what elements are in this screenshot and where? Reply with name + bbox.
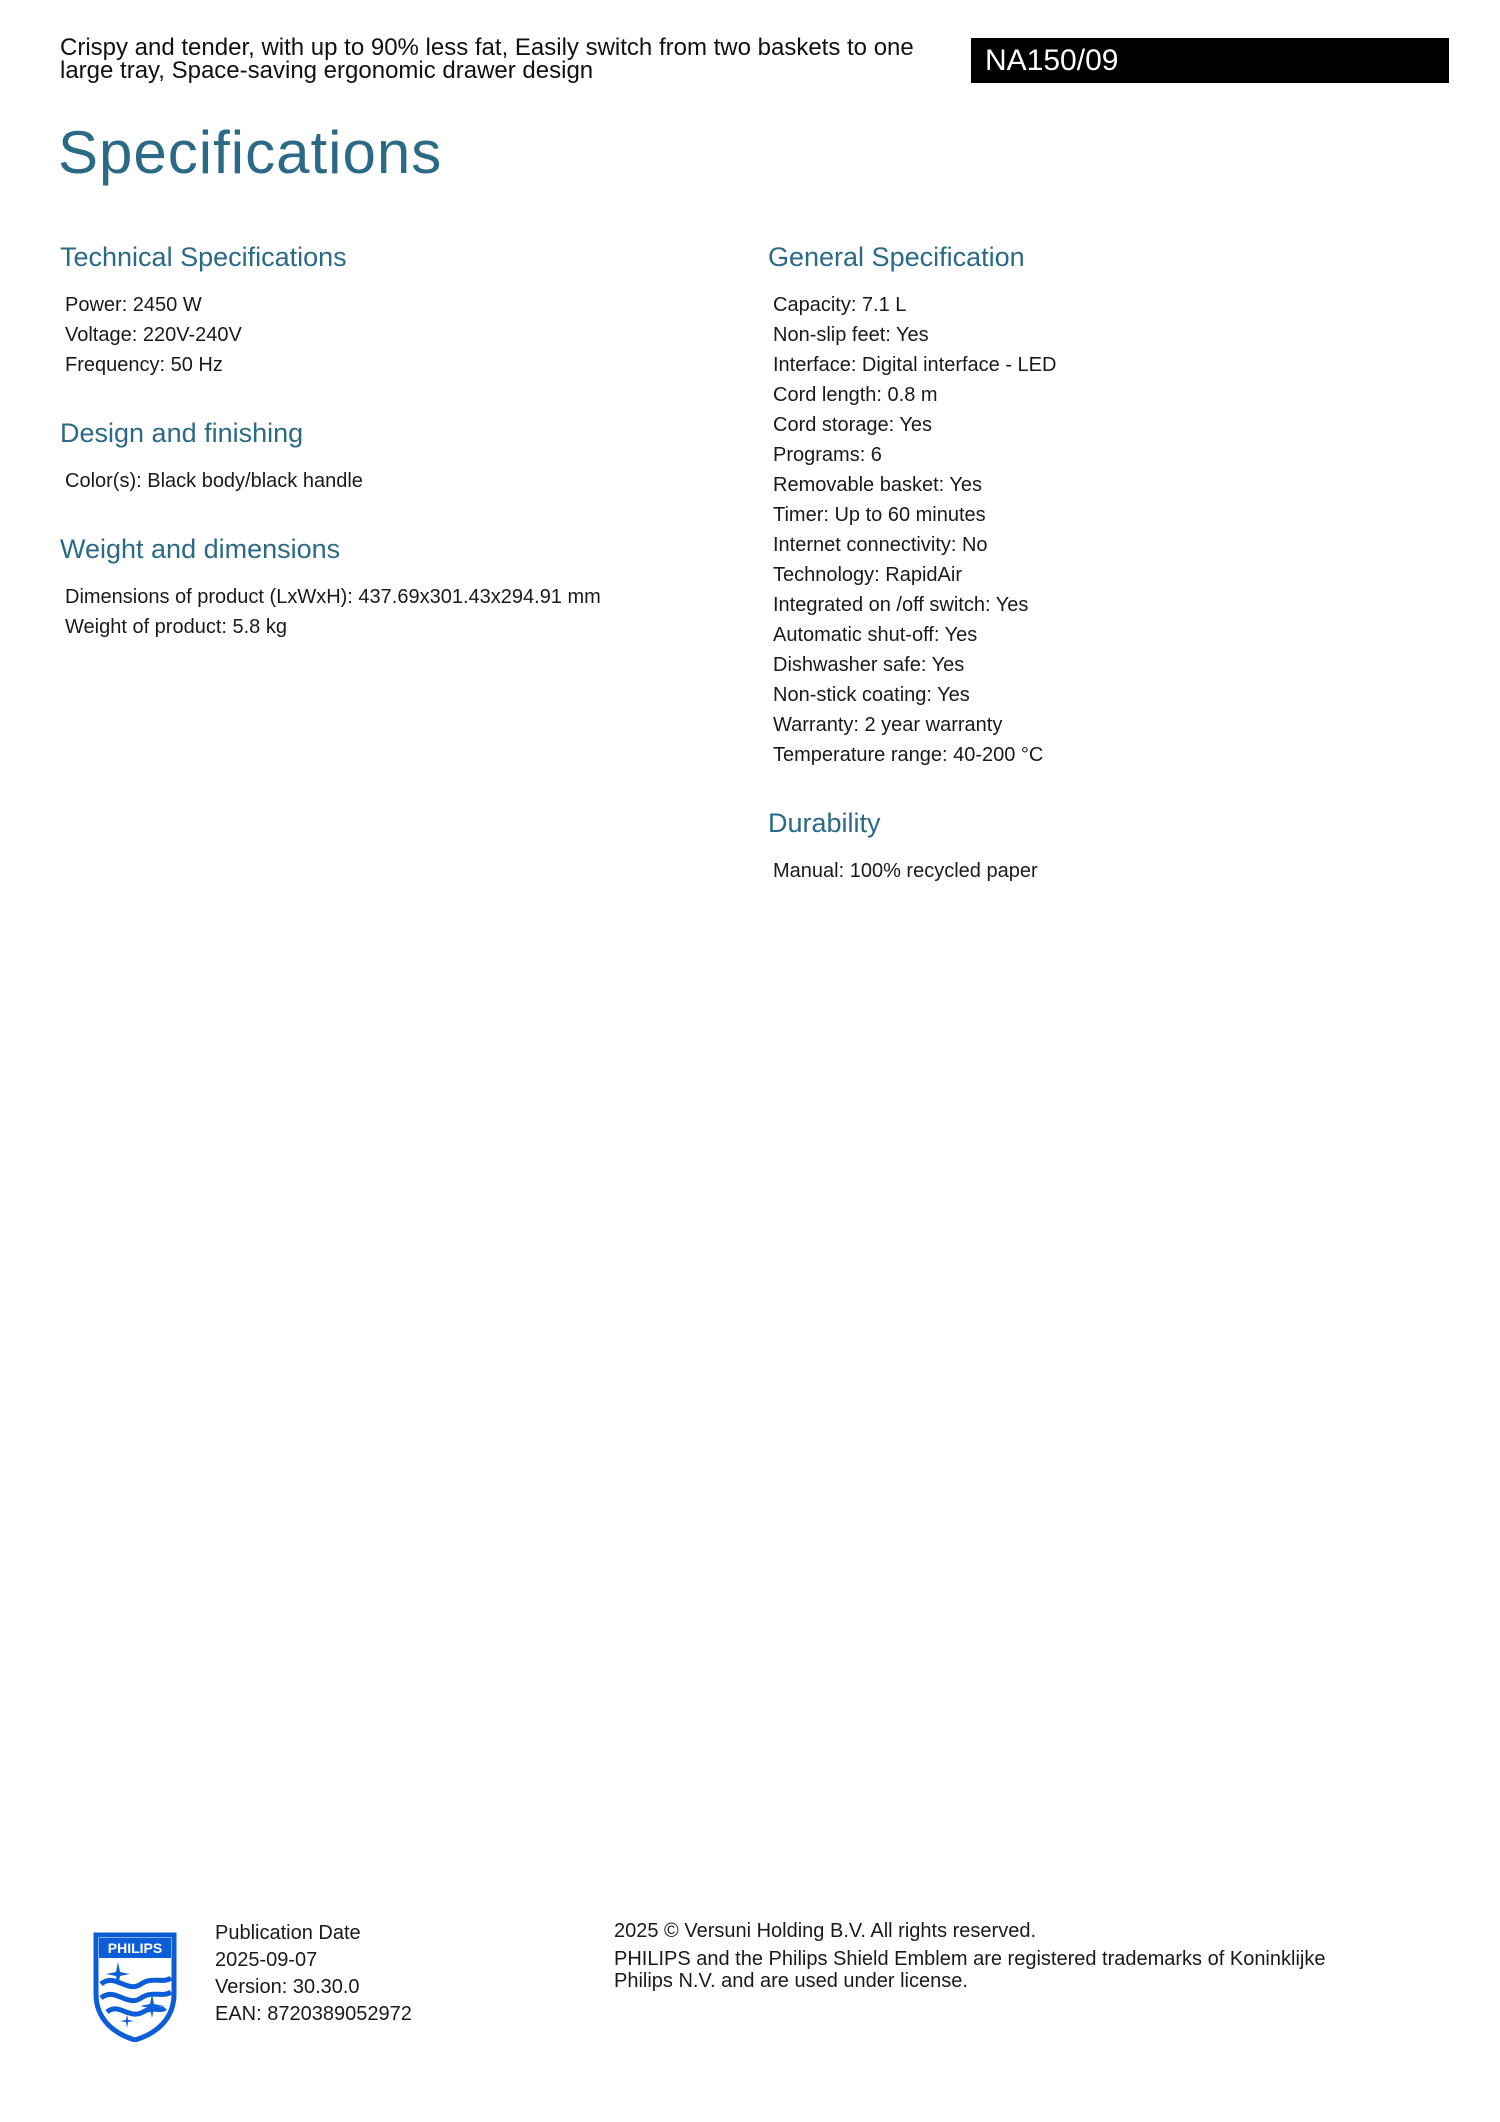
spec-item: Dimensions of product (LxWxH): 437.69x301.43x294.91 mm bbox=[65, 586, 601, 608]
publication-label: Publication Date bbox=[215, 1922, 361, 1944]
ean: EAN: 8720389052972 bbox=[215, 2003, 412, 2025]
spec-item: Temperature range: 40-200 °C bbox=[773, 744, 1044, 766]
spec-list bbox=[768, 290, 1408, 770]
trademark-notice: PHILIPS and the Philips Shield Emblem are registered trademarks of Koninklijke Philips N.V. and are used under license. bbox=[614, 1948, 1326, 1992]
left-column bbox=[60, 238, 700, 676]
spec-item: Internet connectivity: No bbox=[773, 534, 988, 556]
spec-item: Programs: 6 bbox=[773, 444, 882, 466]
spec-item: Color(s): Black body/black handle bbox=[65, 470, 363, 492]
spec-item: Non-stick coating: Yes bbox=[773, 684, 970, 706]
spec-item: Technology: RapidAir bbox=[773, 564, 962, 586]
spec-item: Manual: 100% recycled paper bbox=[773, 860, 1038, 882]
header-tagline: Crispy and tender, with up to 90% less fat, Easily switch from two baskets to one large tray, Space-saving ergonomic drawer design bbox=[60, 34, 914, 84]
page-title: Specifications bbox=[58, 119, 443, 186]
section-design-and-finishing bbox=[60, 414, 700, 496]
spec-list bbox=[60, 290, 700, 380]
section-technical-specifications bbox=[60, 238, 700, 380]
spec-list bbox=[768, 856, 1408, 886]
philips-shield-logo bbox=[93, 1932, 177, 2042]
spec-item: Timer: Up to 60 minutes bbox=[773, 504, 986, 526]
copyright: 2025 © Versuni Holding B.V. All rights reserved. bbox=[614, 1920, 1037, 1942]
spec-list bbox=[60, 582, 700, 642]
spec-item: Cord length: 0.8 m bbox=[773, 384, 938, 406]
spec-item: Cord storage: Yes bbox=[773, 414, 932, 436]
spec-item: Power: 2450 W bbox=[65, 294, 202, 316]
section-title: Durability bbox=[768, 808, 881, 838]
spec-item: Dishwasher safe: Yes bbox=[773, 654, 965, 676]
spec-item: Automatic shut-off: Yes bbox=[773, 624, 978, 646]
spec-item: Interface: Digital interface - LED bbox=[773, 354, 1057, 376]
right-column bbox=[768, 238, 1408, 920]
section-title: General Specification bbox=[768, 242, 1025, 272]
section-title: Weight and dimensions bbox=[60, 534, 341, 564]
spec-item: Voltage: 220V-240V bbox=[65, 324, 242, 346]
spec-item: Weight of product: 5.8 kg bbox=[65, 616, 287, 638]
spec-item: Removable basket: Yes bbox=[773, 474, 983, 496]
spec-item: Integrated on /off switch: Yes bbox=[773, 594, 1029, 616]
model-number-box: NA150/09 bbox=[971, 38, 1449, 83]
logo-wordmark: PHILIPS bbox=[107, 1940, 163, 1956]
spec-item: Warranty: 2 year warranty bbox=[773, 714, 1003, 736]
section-title: Technical Specifications bbox=[60, 242, 347, 272]
section-title: Design and finishing bbox=[60, 418, 304, 448]
spec-item: Frequency: 50 Hz bbox=[65, 354, 223, 376]
publication-info bbox=[215, 1920, 412, 2028]
spec-item: Non-slip feet: Yes bbox=[773, 324, 929, 346]
section-durability bbox=[768, 804, 1408, 886]
section-general-specification bbox=[768, 238, 1408, 770]
section-weight-and-dimensions bbox=[60, 530, 700, 642]
spec-list bbox=[60, 466, 700, 496]
publication-date: 2025-09-07 bbox=[215, 1949, 318, 1971]
spec-item: Capacity: 7.1 L bbox=[773, 294, 907, 316]
version: Version: 30.30.0 bbox=[215, 1976, 360, 1998]
legal-info bbox=[614, 1920, 1374, 1992]
